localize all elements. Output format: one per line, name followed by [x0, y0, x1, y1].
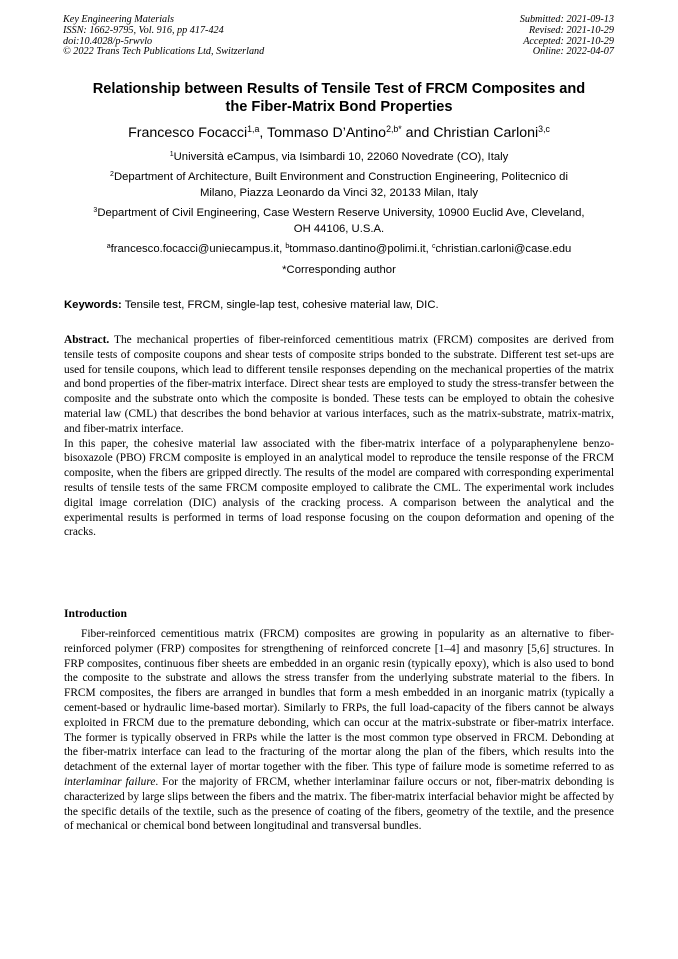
author-emails: $^a$francesco.focacci@uniecampus.it, $^b$tommaso.dantino@polimi.it, $^c$christian.carloni@case.edu: [106, 243, 572, 255]
affiliation-3: $^3$Department of Civil Engineering, Case Western Reserve University, 10900 Euclid Ave, Cleveland, OH 44106, U.S.A.: [93, 207, 585, 235]
email-b: tommaso.dantino@polimi.it,: [289, 243, 432, 255]
author-2: Tommaso D’Antino: [267, 125, 387, 141]
corresponding-author-note: *Corresponding author: [282, 264, 396, 276]
keywords-label: Keywords:: [64, 299, 122, 311]
title-line-2: the Fiber-Matrix Bond Properties: [225, 99, 453, 115]
affiliation-2: $^2$Department of Architecture, Built Environment and Construction Engineering, Politecnico di Milano, Piazza Leonardo da Vinci 32, 20133 Milan, Italy: [110, 171, 568, 199]
accepted-date: Accepted: 2021-10-29: [523, 35, 614, 47]
online-date: Online: 2022-04-07: [532, 46, 614, 58]
introduction-paragraph: Fiber-reinforced cementitious matrix (FRCM) composites are growing in popularity as an alternative to fiber-reinforced polymer (FRP) composites for strengthening of reinforced concrete [1–4] and masonry [5,6] structures. In FRP composites, continuous fiber sheets are embedded in an organic resin (typically epoxy), which is also used to bond the composite to the substrate and allows the stress transfer from the underlying substrate material to the fibers. In FRCM composites, the fibers are arranged in bundles that form a mesh embedded in an inorganic matrix (typically a cement-based or hydraulic lime-based mortar). Similarly to FRPs, the full load-capacity of the fibers cannot be always exploited in FRCM due to the premature debonding, which can occur at the matrix-substrate or fiber-matrix interface. The former is typically observed in FRPs while the latter is the most common type observed in FRCM. Debonding at the fiber-matrix interface can lead to the fracturing of the mortar along the plan of the fibers, which results into the detachment of the external layer of mortar together with the fiber. This type of failure mode is sometime referred to as interlaminar failure. For the majority of FRCM, whether interlaminar failure occurs or not, fiber-matrix debonding is characterized by large slips between the fibers and the matrix. The fiber-matrix interfacial behavior might be affected by the specific details of the textile, such as the presence of coating of the fibers, geometry of the textile, and the presence of mechanical or chemical bond between longitudinal and transversal bundles.: [64, 628, 615, 833]
journal-name: Key Engineering Materials: [63, 14, 174, 25]
author-3: Christian Carloni: [433, 125, 539, 141]
abstract-paragraph-2: In this paper, the cohesive material law associated with the fiber-matrix interface of a polyparaphenylene benzo-bisoxazole (PBO) FRCM composite is employed in an analytical model to reproduce the tensile response of the FRCM composite, when the fibers are gripped directly. The results of the model are compared with corresponding experimental results of tensile tests of the same FRCM composite employed to calibrate the CML. The experimental work includes digital image correlation (DIC) analysis of the cracking process. A comparison between the analytical and the experimental results is performed in terms of load response focusing on the coupon deformation and opening of the cracks.: [64, 437, 614, 539]
submitted-date: Submitted: 2021-09-13: [519, 14, 614, 25]
email-c: christian.carloni@case.edu: [435, 243, 572, 255]
abstract-label: Abstract.: [64, 334, 110, 346]
author-1: Francesco Focacci: [128, 125, 248, 141]
author-separator-2: and: [401, 125, 434, 141]
author-list: [30, 124, 648, 142]
author-3-affiliation: 3,c: [538, 124, 550, 135]
publication-dates: [520, 15, 614, 58]
affiliation-1: $^1$Università eCampus, via Isimbardi 10, 22060 Novedrate (CO), Italy: [169, 151, 509, 163]
title-line-1: Relationship between Results of Tensile Test of FRCM Composites and: [92, 81, 586, 97]
abstract-paragraph-1: Abstract. The mechanical properties of fiber-reinforced cementitious matrix (FRCM) composites are derived from tensile tests of composite coupons and shear tests of composite strips bonded to the substrate. Different test set-ups are used for tensile coupons, which lead to different tensile responses depending on the mechanical properties of the matrix and bond properties of the fiber-matrix interface. Direct shear tests are employed to study the stress-transfer between the composite and the substrate onto which the composite is bonded. These tests can be employed to obtain the cohesive material law (CML) that describes the bond behavior at various interfaces, such as the matrix-substrate, matrix-matrix, and fiber-matrix interface.: [64, 334, 614, 435]
author-1-affiliation: 1,a: [247, 124, 260, 135]
keywords-text: Tensile test, FRCM, single-lap test, cohesive material law, DIC.: [121, 299, 439, 311]
issn: ISSN: 1662-9795, Vol. 916, pp 417-424: [63, 24, 224, 36]
journal-info: [63, 15, 264, 58]
revised-date: Revised: 2021-10-29: [528, 24, 614, 36]
copyright: © 2022 Trans Tech Publications Ltd, Switzerland: [63, 46, 265, 58]
doi: doi:10.4028/p-5rwvlo: [63, 35, 153, 47]
email-a: francesco.focacci@uniecampus.it,: [110, 243, 286, 255]
abstract: [64, 333, 614, 540]
italic-term: interlaminar failure: [64, 775, 156, 788]
author-separator-1: ,: [259, 125, 268, 141]
keywords: [64, 298, 616, 313]
paper-title: [40, 80, 638, 116]
author-2-affiliation: 2,b*: [386, 124, 402, 135]
section-heading-introduction: Introduction: [64, 607, 127, 620]
